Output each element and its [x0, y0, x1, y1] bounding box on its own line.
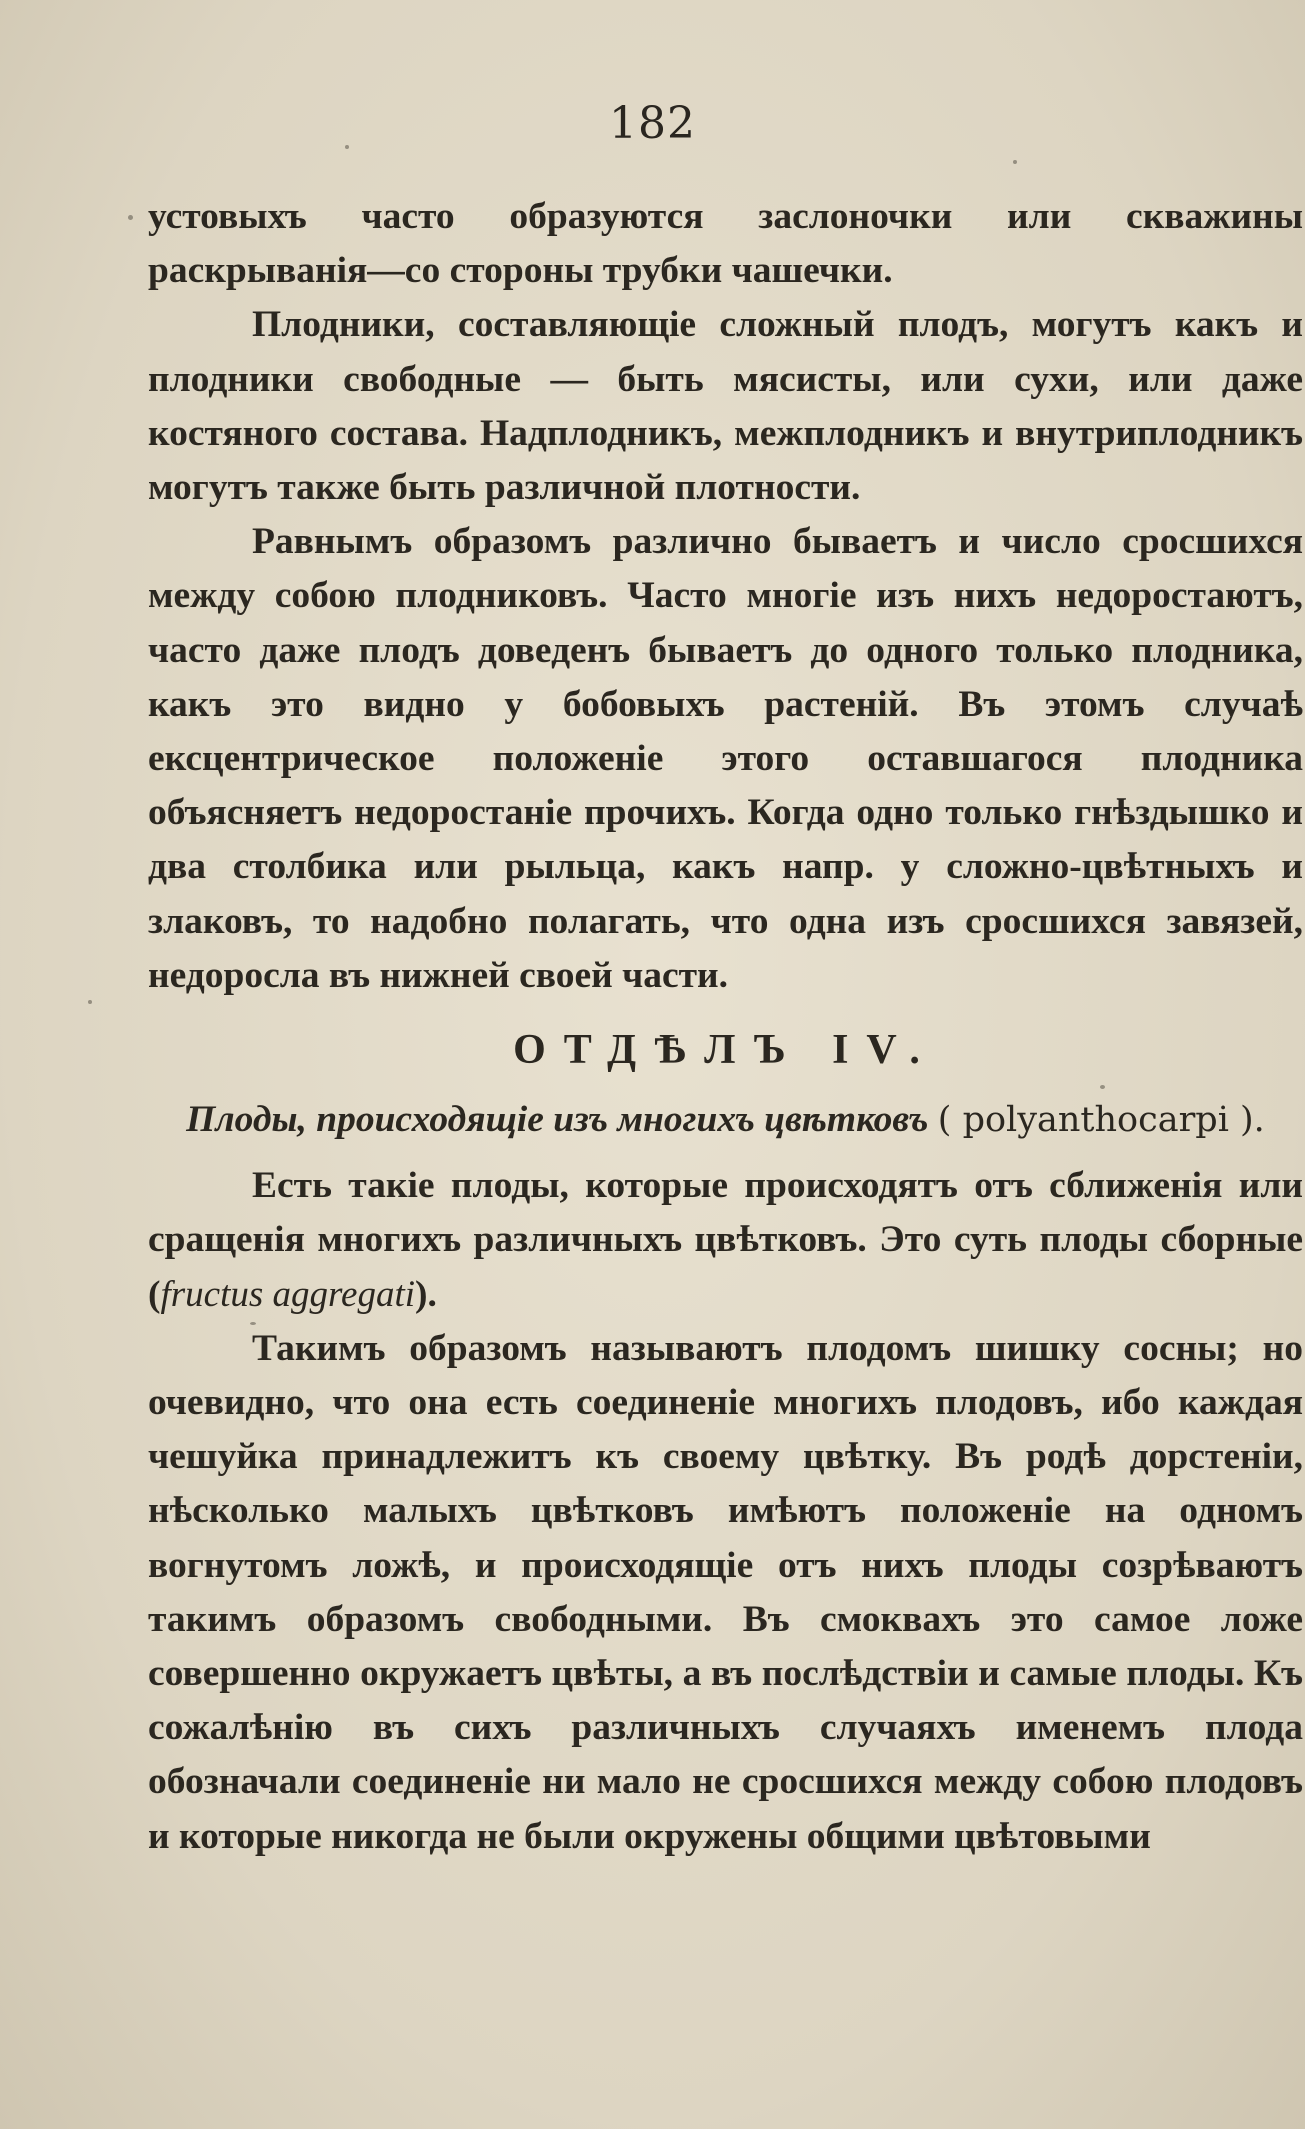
print-speck: [128, 215, 133, 220]
print-speck: [1100, 1085, 1105, 1089]
section-subtitle: [148, 1091, 1303, 1149]
paragraph-5: Такимъ образомъ называютъ плодомъ шишку сосны; но очевидно, что она есть соединеніе многихъ плодовъ, ибо каждая чешуйка принадлежитъ къ своему цвѣтку. Въ родѣ дорстеніи, нѣсколько малыхъ цвѣтковъ имѣютъ положеніе на одномъ вогнутомъ ложѣ, и происходящіе отъ нихъ плоды созрѣваютъ такимъ образомъ свободными. Въ смоквахъ это самое ложе совершенно окружаетъ цвѣты, а въ послѣдствіи и самые плоды. Къ сожалѣнію въ сихъ различныхъ случаяхъ именемъ плода обозначали соединеніе ни мало не сросшихся между собою плодовъ и которые никогда не были окружены общими цвѣтовыми: [148, 1327, 1303, 1857]
paragraph-1: устовыхъ часто образуются заслоночки или скважины раскрыванія—со стороны трубки чашечки.: [148, 196, 1303, 292]
latin-term: fructus aggregati: [160, 1273, 416, 1315]
page-number: 182: [609, 98, 696, 149]
section-subtitle-latin: ( polyanthocarpi ).: [937, 1100, 1265, 1141]
print-speck: [1013, 160, 1017, 164]
paragraph-4-end: ).: [415, 1273, 437, 1315]
section-heading: ОТДѢЛЪ IV.: [513, 1027, 938, 1074]
section-subtitle-russian: Плоды, происходящіе изъ многихъ цвѣтковъ: [186, 1099, 929, 1141]
paragraph-2: Плодники, составляющіе сложный плодъ, могутъ какъ и плодники свободные — быть мясисты, или сухи, или даже костяного состава. Надплодникъ, межплодникъ и внутриплодникъ могутъ также быть различной плотности.: [148, 304, 1303, 509]
body-text: [148, 190, 1303, 1864]
paragraph-4: [148, 1159, 1303, 1322]
print-speck: [250, 1322, 256, 1325]
print-speck: [88, 1000, 92, 1004]
paragraph-4-text: Есть такіе плоды, которые происходятъ отъ сближенія или сращенія многихъ различныхъ цвѣтковъ. Это суть плоды сборные (: [148, 1165, 1303, 1315]
paragraph-3: Равнымъ образомъ различно бываетъ и число сросшихся между собою плодниковъ. Часто многіе изъ нихъ недоростаютъ, часто даже плодъ доведенъ бываетъ до одного только плодника, какъ это видно у бобовыхъ растеній. Въ этомъ случаѣ ексцентрическое положеніе этого оставшагося плодника объясняетъ недоростаніе прочихъ. Когда одно только гнѣздышко и два столбика или рыльца, какъ напр. у сложно-цвѣтныхъ и злаковъ, то надобно полагать, что одна изъ сросшихся завязей, недоросла въ нижней своей части.: [148, 521, 1303, 996]
print-speck: [345, 145, 349, 149]
